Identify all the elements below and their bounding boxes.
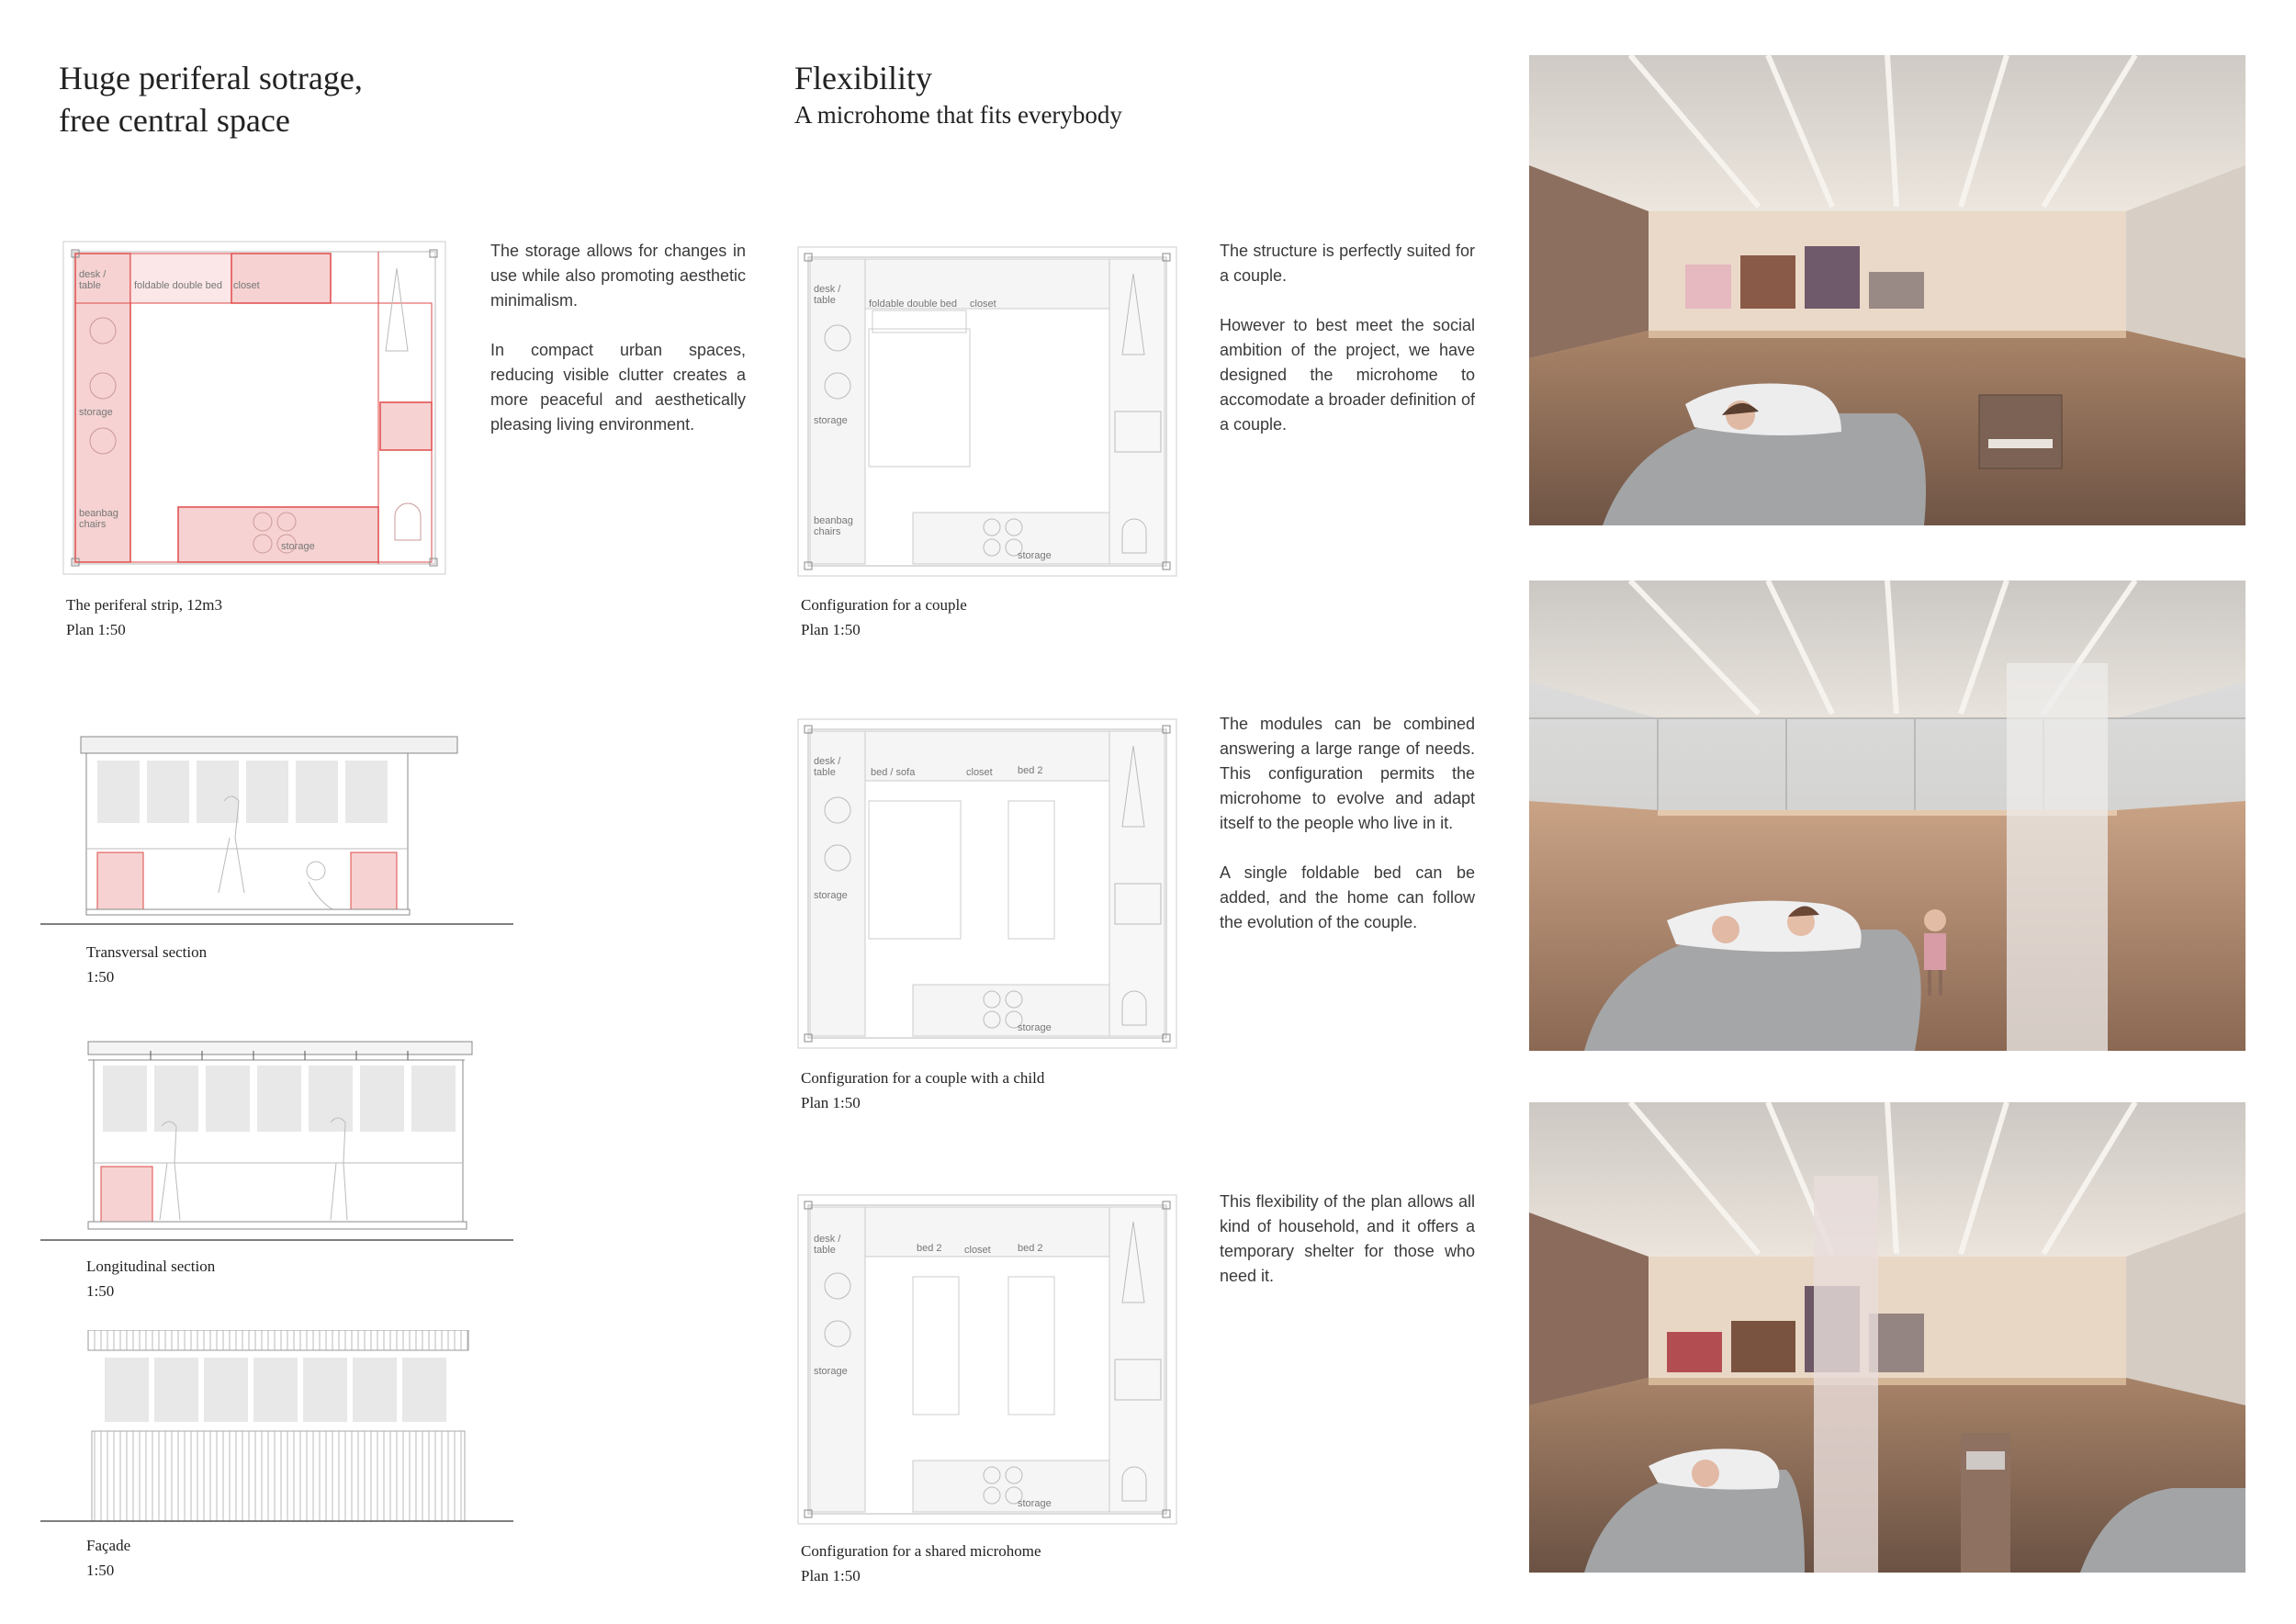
rendering-shared — [1529, 1102, 2245, 1573]
plan-config-shared — [797, 1194, 1177, 1525]
plan4-label-closet: closet — [964, 1245, 991, 1256]
plan1-label-storage-bottom: storage — [281, 541, 315, 552]
config2-caption — [801, 1066, 1044, 1115]
title-line-1: Huge periferal sotrage, — [59, 60, 363, 96]
plan1-label-table: table — [79, 280, 101, 291]
flexibility-subtitle: A microhome that fits everybody — [794, 101, 1122, 129]
plan3-label-table: table — [814, 767, 836, 778]
longitudinal-caption-line1: Longitudinal section — [86, 1257, 216, 1275]
plan-config-couple-child — [797, 718, 1177, 1049]
config2-caption-line2: Plan 1:50 — [801, 1094, 861, 1111]
longitudinal-caption-line2: 1:50 — [86, 1282, 115, 1300]
config1-caption-line2: Plan 1:50 — [801, 621, 861, 638]
transversal-caption-line1: Transversal section — [86, 943, 208, 961]
plan-config-couple — [797, 246, 1177, 577]
facade-caption-line2: 1:50 — [86, 1562, 115, 1579]
plan1-label-storage: storage — [79, 407, 113, 418]
plan4-label-storage-bottom: storage — [1018, 1498, 1052, 1509]
plan1-caption-line1: The periferal strip, 12m3 — [66, 596, 222, 614]
section-title-flexibility — [794, 57, 1122, 130]
config3-caption-line1: Configuration for a shared microhome — [801, 1542, 1041, 1560]
plan3-label-bed2: bed 2 — [1018, 765, 1043, 776]
plan2-label-storage-bottom: storage — [1018, 550, 1052, 561]
facade-drawing — [40, 1330, 518, 1532]
plan3-label-closet: closet — [966, 767, 993, 778]
longitudinal-caption — [86, 1254, 215, 1303]
facade-caption-line1: Façade — [86, 1537, 131, 1554]
plan3-label-storage-bottom: storage — [1018, 1022, 1052, 1033]
config2-description — [1220, 712, 1475, 935]
section-title-storage — [59, 57, 363, 141]
transversal-caption-line2: 1:50 — [86, 968, 115, 986]
plan1-label-beanbag: beanbag — [79, 508, 118, 519]
plan2-label-table: table — [814, 295, 836, 306]
plan1-label-chairs: chairs — [79, 519, 107, 530]
plan-peripheral-strip — [62, 241, 446, 575]
plan4-label-storage: storage — [814, 1366, 848, 1377]
rendering-couple — [1529, 55, 2245, 525]
plan1-caption — [66, 592, 222, 642]
plan1-caption-line2: Plan 1:50 — [66, 621, 126, 638]
plan2-label-desk: desk / — [814, 284, 841, 295]
config2-caption-line1: Configuration for a couple with a child — [801, 1069, 1045, 1087]
config3-text-p1: This flexibility of the plan allows all kind of household, and it offers a temporary shelter for those who need it. — [1220, 1192, 1475, 1285]
config2-text-p2: A single foldable bed can be added, and the home can follow the evolution of the couple. — [1220, 863, 1475, 931]
storage-description — [490, 239, 746, 437]
longitudinal-section-drawing — [40, 1038, 518, 1249]
plan2-label-chairs: chairs — [814, 526, 841, 537]
plan3-label-desk: desk / — [814, 756, 841, 767]
config3-description — [1220, 1190, 1475, 1289]
config1-description — [1220, 239, 1475, 437]
facade-caption — [86, 1533, 130, 1583]
plan1-label-bed: foldable double bed — [134, 280, 223, 291]
transversal-caption — [86, 940, 207, 989]
config3-caption-line2: Plan 1:50 — [801, 1567, 861, 1585]
flexibility-title: Flexibility — [794, 60, 933, 96]
plan4-label-desk: desk / — [814, 1234, 841, 1245]
storage-text-p2: In compact urban spaces, reducing visible clutter creates a more peaceful and aesthetically pleasing living environment. — [490, 341, 746, 434]
plan3-label-storage: storage — [814, 890, 848, 901]
plan3-label-bed: bed / sofa — [871, 767, 916, 778]
plan1-label-closet: closet — [233, 280, 260, 291]
title-line-2: free central space — [59, 102, 290, 139]
plan2-label-storage: storage — [814, 415, 848, 426]
plan1-label-desk: desk / — [79, 269, 107, 280]
config3-caption — [801, 1539, 1041, 1588]
config1-text-p1: The structure is perfectly suited for a couple. — [1220, 242, 1475, 285]
config1-text-p2: However to best meet the social ambition of the project, we have designed the microhome to accomodate a broader definition of a couple. — [1220, 316, 1475, 434]
config1-caption — [801, 592, 967, 642]
plan4-label-bed2b: bed 2 — [1018, 1243, 1043, 1254]
config1-caption-line1: Configuration for a couple — [801, 596, 967, 614]
transversal-section-drawing — [40, 727, 518, 930]
plan2-label-closet: closet — [970, 299, 996, 310]
rendering-couple-child — [1529, 581, 2245, 1051]
plan2-label-beanbag: beanbag — [814, 515, 853, 526]
plan4-label-table: table — [814, 1245, 836, 1256]
plan4-label-bed2a: bed 2 — [917, 1243, 942, 1254]
storage-text-p1: The storage allows for changes in use while also promoting aesthetic minimalism. — [490, 242, 746, 310]
plan2-label-bed: foldable double bed — [869, 299, 958, 310]
config2-text-p1: The modules can be combined answering a large range of needs. This configuration permits the microhome to evolve and adapt itself to the people who live in it. — [1220, 715, 1475, 832]
